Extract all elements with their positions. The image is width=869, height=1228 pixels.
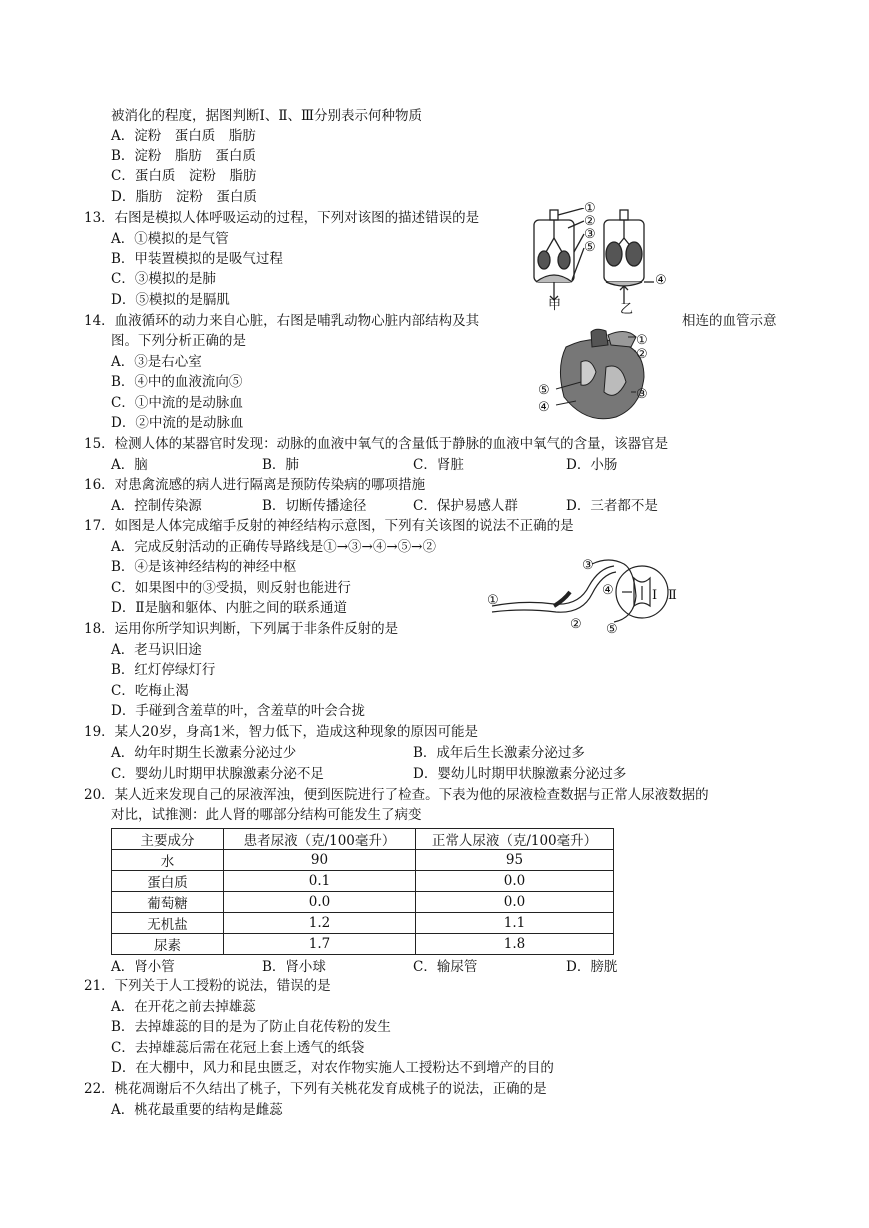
figure-label: ② (636, 347, 648, 362)
figure-label: Ⅰ (652, 588, 658, 603)
table-row (112, 934, 614, 955)
table-row (112, 892, 614, 913)
text-line: 22．桃花凋谢后不久结出了桃子，下列有关桃花发育成桃子的说法，正确的是 (84, 1081, 547, 1097)
figure-label: 甲 (548, 298, 562, 313)
text-line: A．淀粉 蛋白质 脂肪 (111, 128, 256, 144)
text-line: 相连的血管示意 (682, 313, 777, 329)
table-cell: 水 (112, 850, 224, 871)
text-line: B．④是该神经结构的神经中枢 (111, 559, 297, 575)
table-cell: 尿素 (112, 934, 224, 955)
figure-label: ③ (582, 558, 594, 573)
figure-label: ① (487, 593, 499, 608)
text-line: 20．某人近来发现自己的尿液浑浊，便到医院进行了检查。下表为他的尿液检查数据与正常人尿液数据的 (84, 787, 709, 803)
table-cell: 葡萄糖 (112, 892, 224, 913)
urine-data-table (111, 828, 614, 955)
text-line: A．桃花最重要的结构是雌蕊 (111, 1102, 283, 1118)
text-line: D．手碰到含羞草的叶，含羞草的叶会合拢 (111, 703, 365, 719)
text-line: D．⑤模拟的是膈肌 (111, 292, 230, 308)
text-line: B．④中的血液流向⑤ (111, 374, 243, 390)
answer-option: B．切断传播途径 (262, 498, 367, 514)
text-line: B．甲装置模拟的是吸气过程 (111, 251, 283, 267)
text-line: A．③是右心室 (111, 354, 202, 370)
answer-option: D．三者都不是 (566, 498, 658, 514)
table-cell: 0.1 (224, 871, 416, 892)
text-line: 13．右图是模拟人体呼吸运动的过程，下列对该图的描述错误的是 (84, 210, 480, 226)
text-line: A．①模拟的是气管 (111, 231, 229, 247)
text-line: 对比，试推测：此人肾的哪部分结构可能发生了病变 (111, 807, 422, 823)
text-line: A．在开花之前去掉雄蕊 (111, 999, 256, 1015)
text-line: B．淀粉 脂肪 蛋白质 (111, 148, 256, 164)
figure-label: ⑤ (538, 383, 550, 398)
text-line: 14．血液循环的动力来自心脏，右图是哺乳动物心脏内部结构及其 (84, 313, 480, 329)
text-line: B．红灯停绿灯行 (111, 662, 216, 678)
table-row (112, 850, 614, 871)
text-line: 16．对患禽流感的病人进行隔离是预防传染病的哪项措施 (84, 477, 426, 493)
heart-structure-figure (536, 327, 676, 427)
text-line: C．吃梅止渴 (111, 683, 189, 699)
text-line: C．①中流的是动脉血 (111, 395, 243, 411)
answer-option: C．肾脏 (413, 457, 464, 473)
answer-option: C．输尿管 (413, 959, 478, 975)
figure-label: ② (584, 214, 596, 229)
text-line: A．老马识旧途 (111, 642, 202, 658)
text-line: 图。下列分析正确的是 (111, 333, 246, 349)
table-cell: 1.7 (224, 934, 416, 955)
text-line: 19．某人20岁，身高1米，智力低下，造成这种现象的原因可能是 (84, 724, 478, 740)
figure-label: ④ (538, 400, 550, 415)
table-cell: 0.0 (416, 892, 614, 913)
text-line: 被消化的程度，据图判断Ⅰ、Ⅱ、Ⅲ分别表示何种物质 (111, 108, 423, 124)
figure-label: ⑤ (584, 240, 596, 255)
text-line: 21．下列关于人工授粉的说法，错误的是 (84, 978, 331, 994)
figure-label: ① (636, 333, 648, 348)
table-header-cell: 主要成分 (112, 829, 224, 850)
text-line: A．幼年时期生长激素分泌过少 (111, 745, 297, 761)
answer-option: C．保护易感人群 (413, 498, 518, 514)
text-line: 18．运用你所学知识判断，下列属于非条件反射的是 (84, 621, 399, 637)
table-cell: 1.2 (224, 913, 416, 934)
text-line: B．去掉雄蕊的目的是为了防止自花传粉的发生 (111, 1019, 391, 1035)
text-line: D．在大棚中，风力和昆虫匮乏，对农作物实施人工授粉达不到增产的目的 (111, 1060, 554, 1076)
text-line: C．③模拟的是肺 (111, 271, 216, 287)
figure-label: ③ (636, 387, 648, 402)
answer-option: A．脑 (111, 457, 148, 473)
text-line: C．去掉雄蕊后需在花冠上套上透气的纸袋 (111, 1040, 365, 1056)
table-cell: 0.0 (416, 871, 614, 892)
table-header-row (112, 829, 614, 850)
table-cell: 1.1 (416, 913, 614, 934)
text-line: D．婴幼儿时期甲状腺激素分泌过多 (413, 766, 627, 782)
text-line: D．脂肪 淀粉 蛋白质 (111, 189, 257, 205)
figure-label: Ⅱ (668, 588, 677, 603)
table-cell: 0.0 (224, 892, 416, 913)
table-header-cell: 患者尿液（克/100毫升） (224, 829, 416, 850)
text-line: D．②中流的是动脉血 (111, 415, 244, 431)
figure-label: ② (570, 617, 582, 632)
answer-option: B．肾小球 (262, 959, 326, 975)
text-line: 17．如图是人体完成缩手反射的神经结构示意图，下列有关该图的说法不正确的是 (84, 518, 574, 534)
figure-label: ④ (602, 583, 614, 598)
table-cell: 蛋白质 (112, 871, 224, 892)
answer-option: D．小肠 (566, 457, 618, 473)
figure-label: ④ (655, 273, 667, 288)
text-line: B．成年后生长激素分泌过多 (413, 745, 585, 761)
answer-option: A．控制传染源 (111, 498, 202, 514)
table-header-cell: 正常人尿液（克/100毫升） (416, 829, 614, 850)
text-line: A．完成反射活动的正确传导路线是①→③→④→⑤→② (111, 539, 436, 555)
text-line: C．蛋白质 淀粉 脂肪 (111, 168, 257, 184)
table-row (112, 913, 614, 934)
table-cell: 90 (224, 850, 416, 871)
table-cell: 95 (416, 850, 614, 871)
text-line: C．婴幼儿时期甲状腺激素分泌不足 (111, 766, 324, 782)
table-row (112, 871, 614, 892)
figure-label: ① (584, 201, 596, 216)
text-line: D．Ⅱ是脑和躯体、内脏之间的联系通道 (111, 600, 347, 616)
answer-option: A．肾小管 (111, 959, 175, 975)
table-cell: 1.8 (416, 934, 614, 955)
text-line: C．如果图中的③受损，则反射也能进行 (111, 580, 351, 596)
answer-option: D．膀胱 (566, 959, 618, 975)
figure-label: ③ (584, 227, 596, 242)
text-line: 15．检测人体的某器官时发现：动脉的血液中氧气的含量低于静脉的血液中氧气的含量，该器官是 (84, 436, 669, 452)
table-cell: 无机盐 (112, 913, 224, 934)
figure-label: 乙 (620, 302, 634, 317)
figure-label: ⑤ (606, 622, 618, 637)
answer-option: B．肺 (262, 457, 299, 473)
